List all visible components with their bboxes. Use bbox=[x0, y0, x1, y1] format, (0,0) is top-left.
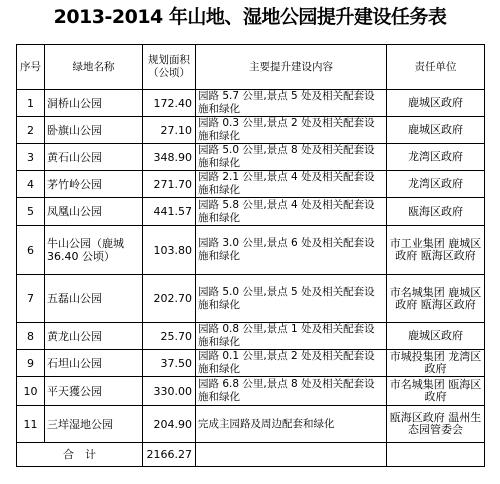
row-index: 8 bbox=[17, 323, 45, 350]
row-name: 洞桥山公园 bbox=[45, 90, 143, 117]
row-name: 黄龙山公园 bbox=[45, 323, 143, 350]
header-row bbox=[17, 45, 485, 90]
row-name: 卧旗山公园 bbox=[45, 117, 143, 144]
row-name: 牛山公园（鹿城 36.40 公顷） bbox=[45, 226, 143, 275]
table-row bbox=[17, 323, 485, 350]
table-row bbox=[17, 198, 485, 226]
row-unit: 龙湾区政府 bbox=[387, 171, 485, 198]
total-label: 合 计 bbox=[17, 443, 143, 467]
page-title: 2013-2014 年山地、湿地公园提升建设任务表 bbox=[53, 6, 447, 28]
row-unit: 市名城集团 瓯海区政府 bbox=[387, 377, 485, 406]
row-unit: 龙湾区政府 bbox=[387, 144, 485, 171]
row-content: 园路 5.7 公里,景点 5 处及相关配套设施和绿化 bbox=[196, 90, 387, 117]
row-name: 黄石山公园 bbox=[45, 144, 143, 171]
header-index: 序号 bbox=[17, 45, 45, 90]
row-name: 石坦山公园 bbox=[45, 350, 143, 377]
row-area: 202.70 bbox=[143, 275, 196, 323]
row-area: 37.50 bbox=[143, 350, 196, 377]
row-content: 园路 3.0 公里,景点 6 处及相关配套设施和绿化 bbox=[196, 226, 387, 275]
row-content: 园路 2.1 公里,景点 4 处及相关配套设施和绿化 bbox=[196, 171, 387, 198]
table-row bbox=[17, 90, 485, 117]
row-content: 园路 0.3 公里,景点 2 处及相关配套设施和绿化 bbox=[196, 117, 387, 144]
row-content: 完成主园路及周边配套和绿化 bbox=[196, 406, 387, 443]
row-unit: 瓯海区政府 bbox=[387, 198, 485, 226]
row-unit: 市城投集团 龙湾区政府 bbox=[387, 350, 485, 377]
header-unit: 责任单位 bbox=[387, 45, 485, 90]
table-row bbox=[17, 117, 485, 144]
row-index: 9 bbox=[17, 350, 45, 377]
row-index: 6 bbox=[17, 226, 45, 275]
row-area: 441.57 bbox=[143, 198, 196, 226]
header-area: 规划面积（公顷） bbox=[143, 45, 196, 90]
row-unit: 鹿城区政府 bbox=[387, 90, 485, 117]
row-content: 园路 0.1 公里,景点 2 处及相关配套设施和绿化 bbox=[196, 350, 387, 377]
row-content: 园路 6.8 公里,景点 8 处及相关配套设施和绿化 bbox=[196, 377, 387, 406]
row-name: 五磊山公园 bbox=[45, 275, 143, 323]
row-area: 27.10 bbox=[143, 117, 196, 144]
row-index: 7 bbox=[17, 275, 45, 323]
row-area: 172.40 bbox=[143, 90, 196, 117]
total-content bbox=[196, 443, 387, 467]
row-index: 3 bbox=[17, 144, 45, 171]
row-unit: 瓯海区政府 温州生态园管委会 bbox=[387, 406, 485, 443]
table-row bbox=[17, 275, 485, 323]
row-content: 园路 5.0 公里,景点 5 处及相关配套设施和绿化 bbox=[196, 275, 387, 323]
row-area: 103.80 bbox=[143, 226, 196, 275]
header-content: 主要提升建设内容 bbox=[196, 45, 387, 90]
row-name: 茅竹岭公园 bbox=[45, 171, 143, 198]
row-content: 园路 0.8 公里,景点 1 处及相关配套设施和绿化 bbox=[196, 323, 387, 350]
table-row bbox=[17, 377, 485, 406]
row-area: 330.00 bbox=[143, 377, 196, 406]
row-unit: 市名城集团 鹿城区政府 瓯海区政府 bbox=[387, 275, 485, 323]
row-unit: 市工业集团 鹿城区政府 瓯海区政府 bbox=[387, 226, 485, 275]
table-row bbox=[17, 171, 485, 198]
total-row bbox=[17, 443, 485, 467]
task-table bbox=[16, 44, 485, 467]
row-index: 5 bbox=[17, 198, 45, 226]
row-unit: 鹿城区政府 bbox=[387, 323, 485, 350]
table-row bbox=[17, 406, 485, 443]
row-unit: 鹿城区政府 bbox=[387, 117, 485, 144]
row-index: 10 bbox=[17, 377, 45, 406]
total-area: 2166.27 bbox=[143, 443, 196, 467]
row-name: 凤凰山公园 bbox=[45, 198, 143, 226]
row-area: 348.90 bbox=[143, 144, 196, 171]
table-row bbox=[17, 226, 485, 275]
row-name: 平天獲公园 bbox=[45, 377, 143, 406]
row-index: 4 bbox=[17, 171, 45, 198]
row-area: 204.90 bbox=[143, 406, 196, 443]
row-index: 2 bbox=[17, 117, 45, 144]
row-index: 11 bbox=[17, 406, 45, 443]
row-index: 1 bbox=[17, 90, 45, 117]
row-area: 25.70 bbox=[143, 323, 196, 350]
row-area: 271.70 bbox=[143, 171, 196, 198]
row-content: 园路 5.8 公里,景点 4 处及相关配套设施和绿化 bbox=[196, 198, 387, 226]
total-unit bbox=[387, 443, 485, 467]
row-name: 三垟湿地公园 bbox=[45, 406, 143, 443]
table-row bbox=[17, 350, 485, 377]
table-row bbox=[17, 144, 485, 171]
header-name: 绿地名称 bbox=[45, 45, 143, 90]
row-content: 园路 5.0 公里,景点 8 处及相关配套设施和绿化 bbox=[196, 144, 387, 171]
